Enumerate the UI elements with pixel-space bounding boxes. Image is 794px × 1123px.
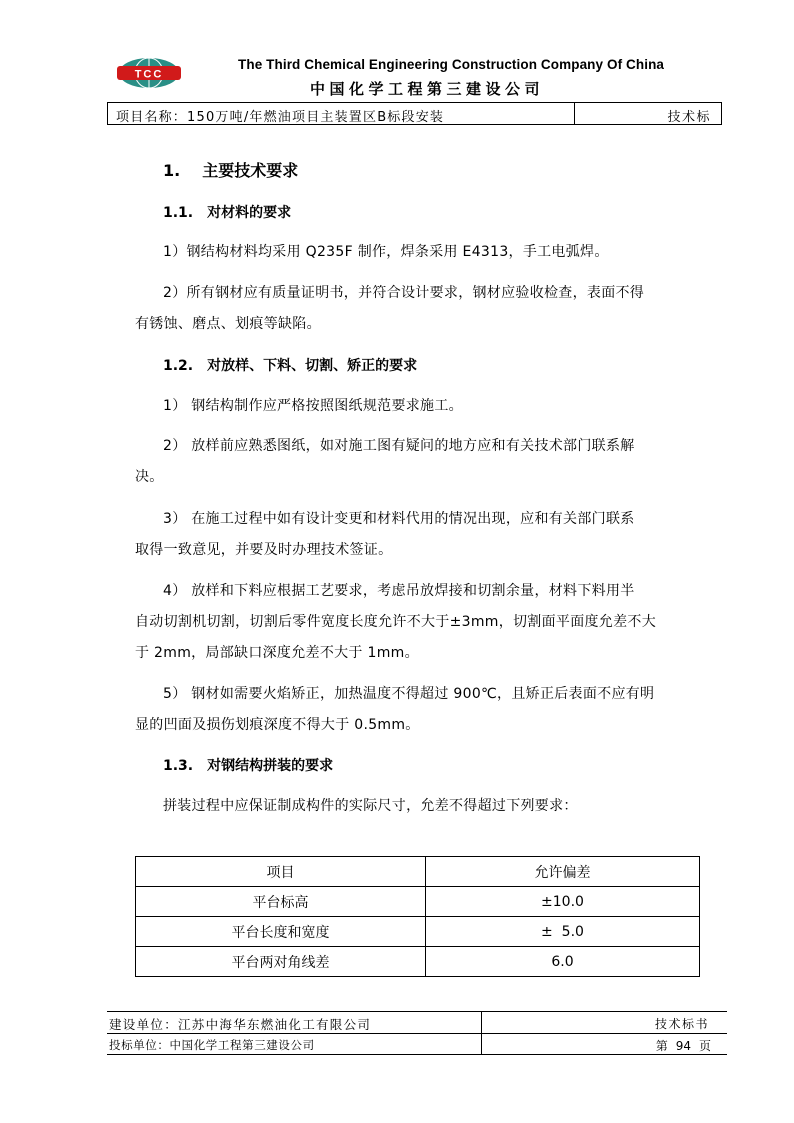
section-title: 主要技术要求 [202, 161, 299, 180]
logo-text: TCC [134, 68, 164, 81]
paragraph-line: 决。 [135, 469, 164, 485]
paragraph-line: 3） 在施工过程中如有设计变更和材料代用的情况出现，应和有关部门联系 [163, 511, 635, 527]
table-row [136, 887, 700, 917]
project-name: 项目名称：150万吨/年燃油项目主装置区B标段安装 [116, 110, 445, 125]
company-logo [117, 56, 181, 90]
table-row [136, 947, 700, 977]
table-header-cell: 项目 [136, 857, 426, 887]
table-header-cell: 允许偏差 [426, 857, 700, 887]
table-cell: 6.0 [426, 947, 700, 977]
page-footer [107, 1011, 727, 1055]
table-cell: ± 5.0 [426, 917, 700, 947]
header-info-box [107, 102, 722, 125]
table-row [136, 917, 700, 947]
tolerance-table [135, 856, 700, 977]
paragraph-line: 取得一致意见，并要及时办理技术签证。 [135, 542, 393, 558]
company-name-en: The Third Chemical Engineering Construction Company Of China [238, 57, 665, 72]
paragraph-line: 1）钢结构材料均采用 Q235F 制作，焊条采用 E4313，手工电弧焊。 [163, 244, 609, 260]
section-heading [163, 158, 298, 181]
table-cell: ±10.0 [426, 887, 700, 917]
footer-divider [107, 1033, 727, 1034]
footer-builder: 建设单位：江苏中海华东燃油化工有限公司 [109, 1017, 372, 1032]
paragraph-line: 于 2mm，局部缺口深度允差不大于 1mm。 [135, 645, 419, 661]
subsection-heading-1-1: 1.1. 对材料的要求 [163, 205, 292, 221]
paragraph-line: 4） 放样和下料应根据工艺要求，考虑吊放焊接和切割余量，材料下料用半 [163, 583, 635, 599]
paragraph-line: 5） 钢材如需要火焰矫正，加热温度不得超过 900℃，且矫正后表面不应有明 [163, 686, 655, 702]
table-cell: 平台两对角线差 [136, 947, 426, 977]
footer-bidder: 投标单位：中国化学工程第三建设公司 [109, 1038, 315, 1052]
paragraph-line: 显的凹面及损伤划痕深度不得大于 0.5mm。 [135, 717, 420, 733]
table-cell: 平台标高 [136, 887, 426, 917]
section-number: 1. [163, 161, 181, 180]
subsection-heading-1-3: 1.3. 对钢结构拼装的要求 [163, 758, 334, 774]
page-number: 第 94 页 [655, 1039, 711, 1053]
company-name-cn: 中国化学工程第三建设公司 [310, 80, 545, 98]
doc-type-label: 技术标 [667, 110, 711, 125]
footer-doc-type: 技术标书 [654, 1017, 709, 1031]
paragraph-line: 1） 钢结构制作应严格按照图纸规范要求施工。 [163, 398, 463, 414]
subsection-heading-1-2: 1.2. 对放样、下料、切割、矫正的要求 [163, 358, 418, 374]
paragraph-line: 有锈蚀、磨点、划痕等缺陷。 [135, 316, 321, 332]
table-cell: 平台长度和宽度 [136, 917, 426, 947]
paragraph-line: 2） 放样前应熟悉图纸，如对施工图有疑问的地方应和有关技术部门联系解 [163, 438, 635, 454]
table-header-row [136, 857, 700, 887]
paragraph-line: 自动切割机切割，切割后零件宽度长度允许不大于±3mm，切割面平面度允差不大 [135, 614, 657, 630]
header-divider [574, 103, 575, 124]
paragraph-line: 拼装过程中应保证制成构件的实际尺寸，允差不得超过下列要求： [163, 798, 578, 814]
paragraph-line: 2）所有钢材应有质量证明书，并符合设计要求，钢材应验收检查，表面不得 [163, 285, 645, 301]
